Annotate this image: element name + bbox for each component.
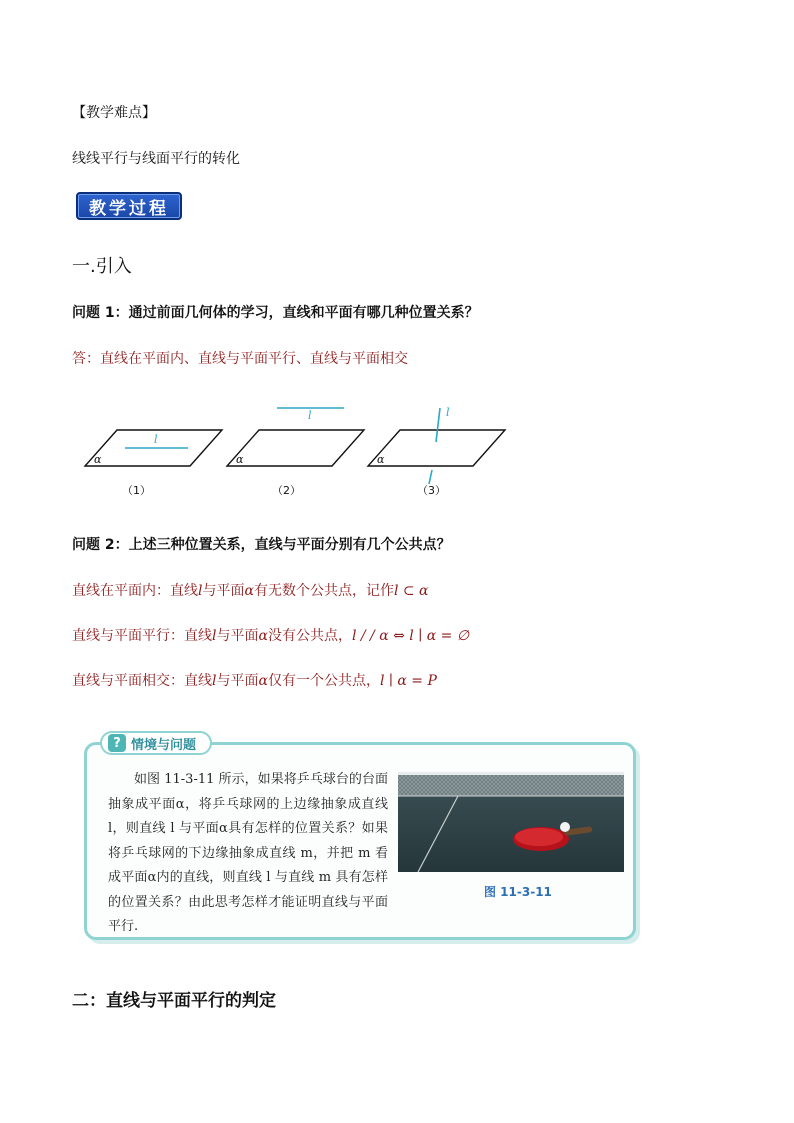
- line-plane-figure: [70, 400, 520, 505]
- relation-intersect: 直线与平面相交：直线l与平面α仅有一个公共点，l ∣ α = P: [72, 673, 437, 689]
- scenario-tab: [100, 731, 212, 755]
- plane-label-1: α: [94, 453, 102, 466]
- question-2: 问题 2：上述三种位置关系，直线与平面分别有几个公共点？: [72, 537, 451, 553]
- line-l-intersect-upper: [436, 408, 440, 442]
- relation-in-plane: 直线在平面内：直线l与平面α有无数个公共点，记作l ⊂ α: [72, 583, 429, 599]
- answer-1: 答：直线在平面内、直线与平面平行、直线与平面相交: [72, 351, 408, 367]
- line-label-3: l: [446, 406, 450, 419]
- question-1: 问题 1：通过前面几何体的学习，直线和平面有哪几种位置关系？: [72, 305, 479, 321]
- photo-caption: 图 11-3-11: [484, 885, 552, 899]
- teaching-process-badge: 教学过程: [76, 192, 182, 220]
- line-l-intersect-lower: [429, 470, 432, 484]
- section1-title: 一.引入: [72, 256, 132, 277]
- caption-3: （3）: [417, 484, 446, 497]
- relation-parallel: 直线与平面平行：直线l与平面α没有公共点，l / / α ⇔ l ∣ α = ∅: [72, 628, 470, 644]
- plane-label-2: α: [236, 453, 244, 466]
- difficulty-heading: 【教学难点】: [72, 105, 156, 121]
- line-label-1: l: [154, 433, 158, 446]
- difficulty-text: 线线平行与线面平行的转化: [72, 151, 240, 167]
- caption-1: （1）: [122, 484, 151, 497]
- question-icon: ?: [108, 734, 126, 752]
- scenario-tab-label: 情境与问题: [131, 737, 197, 753]
- line-label-2: l: [308, 409, 312, 422]
- caption-2: （2）: [272, 484, 301, 497]
- section2-title: 二：直线与平面平行的判定: [72, 991, 276, 1011]
- plane-label-3: α: [377, 453, 385, 466]
- plane-2: [227, 430, 364, 466]
- scenario-text: 如图 11-3-11 所示，如果将乒乓球台的台面抽象成平面α，将乒乓球网的上边缘抽象成直线 l，则直线 l 与平面α具有怎样的位置关系？如果将乒乓球网的下边缘抽象成直线 m，并把 m 看成平面α内的直线，则直线 l 与直线 m 具有怎样的位置关系？由此思考怎样才能证明直线与平面平行.: [108, 772, 388, 934]
- ping-pong-photo: [398, 772, 624, 872]
